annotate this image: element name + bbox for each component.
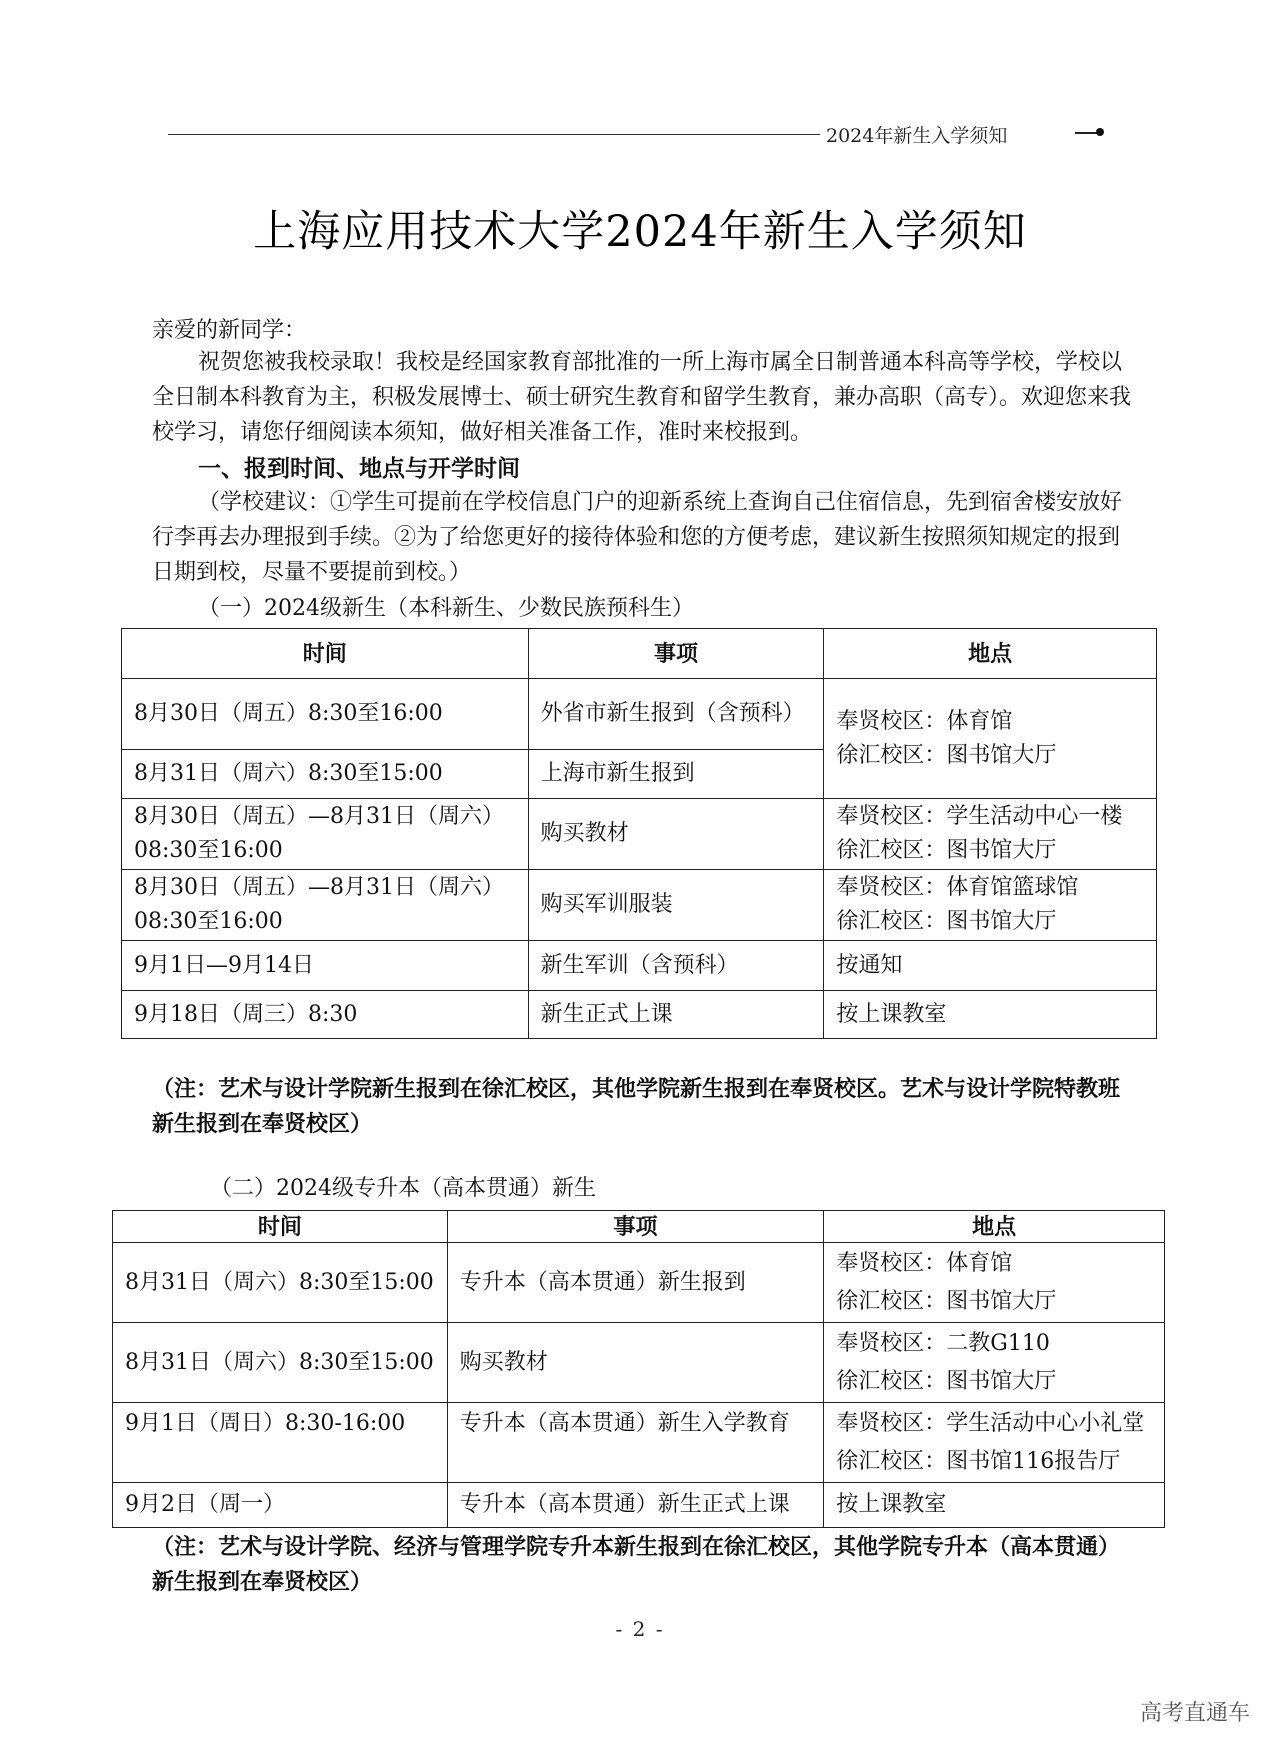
header-mark (1075, 132, 1097, 134)
subsection-1-heading: （一）2024级新生（本科新生、少数民族预科生） (198, 596, 694, 621)
cell-place: 按上课教室 (824, 991, 1157, 1039)
header-dot (1096, 128, 1104, 136)
cell-place: 奉贤校区：学生活动中心小礼堂 徐汇校区：图书馆116报告厅 (824, 1403, 1165, 1483)
advice-paragraph: （学校建议：①学生可提前在学校信息门户的迎新系统上查询自己住宿信息，先到宿舍楼安放好行李再去办理报到手续。②为了给您更好的接待体验和您的方便考虑，建议新生按照须知规定的报到日期到校，尽量不要提前到校。） (152, 490, 1123, 585)
table-row (113, 1403, 1165, 1483)
cell-item: 专升本（高本贯通）新生报到 (447, 1243, 824, 1323)
header-place: 地点 (824, 1211, 1165, 1243)
cell-time: 8月30日（周五）8:30至16:00 (122, 679, 529, 750)
cell-item: 外省市新生报到（含预科） (528, 679, 824, 750)
schedule-table-1 (121, 628, 1157, 1039)
header-time: 时间 (113, 1211, 448, 1243)
cell-place: 奉贤校区：体育馆篮球馆 徐汇校区：图书馆大厅 (824, 870, 1157, 941)
cell-place: 按通知 (824, 941, 1157, 991)
running-header: 2024年新生入学须知 (826, 125, 1008, 147)
table-row (122, 870, 1157, 941)
header-time: 时间 (122, 629, 529, 679)
table-row (113, 1483, 1165, 1528)
cell-item: 上海市新生报到 (528, 750, 824, 799)
header-place: 地点 (824, 629, 1157, 679)
page-number: - 2 - (615, 1617, 665, 1641)
cell-time: 8月31日（周六）8:30至15:00 (122, 750, 529, 799)
cell-item: 购买教材 (447, 1323, 824, 1403)
table-row (122, 991, 1157, 1039)
table-row (122, 679, 1157, 750)
header-rule (168, 134, 820, 135)
cell-item: 新生正式上课 (528, 991, 824, 1039)
table-header-row (113, 1211, 1165, 1243)
note-1: （注：艺术与设计学院新生报到在徐汇校区，其他学院新生报到在奉贤校区。艺术与设计学院特教班新生报到在奉贤校区） (152, 1076, 1121, 1137)
table-row (113, 1243, 1165, 1323)
cell-place-merged: 奉贤校区：体育馆 徐汇校区：图书馆大厅 (824, 679, 1157, 799)
cell-place: 按上课教室 (824, 1483, 1165, 1528)
cell-time: 9月18日（周三）8:30 (122, 991, 529, 1039)
section-heading: 一、报到时间、地点与开学时间 (198, 455, 520, 482)
cell-place: 奉贤校区：二教G110 徐汇校区：图书馆大厅 (824, 1323, 1165, 1403)
cell-time: 8月31日（周六）8:30至15:00 (113, 1243, 448, 1323)
table-row (122, 941, 1157, 991)
cell-item: 专升本（高本贯通）新生正式上课 (447, 1483, 824, 1528)
cell-item: 购买教材 (528, 799, 824, 870)
note-2: （注：艺术与设计学院、经济与管理学院专升本新生报到在徐汇校区，其他学院专升本（高本贯通）新生报到在奉贤校区） (152, 1534, 1121, 1595)
cell-time: 9月1日（周日）8:30-16:00 (113, 1403, 448, 1483)
table-header-row (122, 629, 1157, 679)
intro-paragraph: 祝贺您被我校录取！我校是经国家教育部批准的一所上海市属全日制普通本科高等学校，学校以全日制本科教育为主，积极发展博士、硕士研究生教育和留学生教育，兼办高职（高专）。欢迎您来我校学习，请您仔细阅读本须知，做好相关准备工作，准时来校报到。 (152, 350, 1132, 445)
subsection-2-heading: （二）2024级专升本（高本贯通）新生 (210, 1176, 596, 1201)
header-item: 事项 (528, 629, 824, 679)
cell-time: 8月31日（周六）8:30至15:00 (113, 1323, 448, 1403)
schedule-table-2 (112, 1210, 1165, 1528)
cell-item: 专升本（高本贯通）新生入学教育 (447, 1403, 824, 1483)
cell-time: 9月2日（周一） (113, 1483, 448, 1528)
cell-item: 购买军训服装 (528, 870, 824, 941)
cell-place: 奉贤校区：学生活动中心一楼 徐汇校区：图书馆大厅 (824, 799, 1157, 870)
watermark: 高考直通车 (1140, 1701, 1251, 1726)
cell-time: 8月30日（周五）—8月31日（周六）08:30至16:00 (122, 870, 529, 941)
table-row (122, 799, 1157, 870)
cell-time: 9月1日—9月14日 (122, 941, 529, 991)
greeting: 亲爱的新同学： (152, 318, 307, 343)
document-title: 上海应用技术大学2024年新生入学须知 (253, 207, 1027, 257)
cell-item: 新生军训（含预科） (528, 941, 824, 991)
table-row (113, 1323, 1165, 1403)
cell-time: 8月30日（周五）—8月31日（周六）08:30至16:00 (122, 799, 529, 870)
cell-place: 奉贤校区：体育馆 徐汇校区：图书馆大厅 (824, 1243, 1165, 1323)
header-item: 事项 (447, 1211, 824, 1243)
